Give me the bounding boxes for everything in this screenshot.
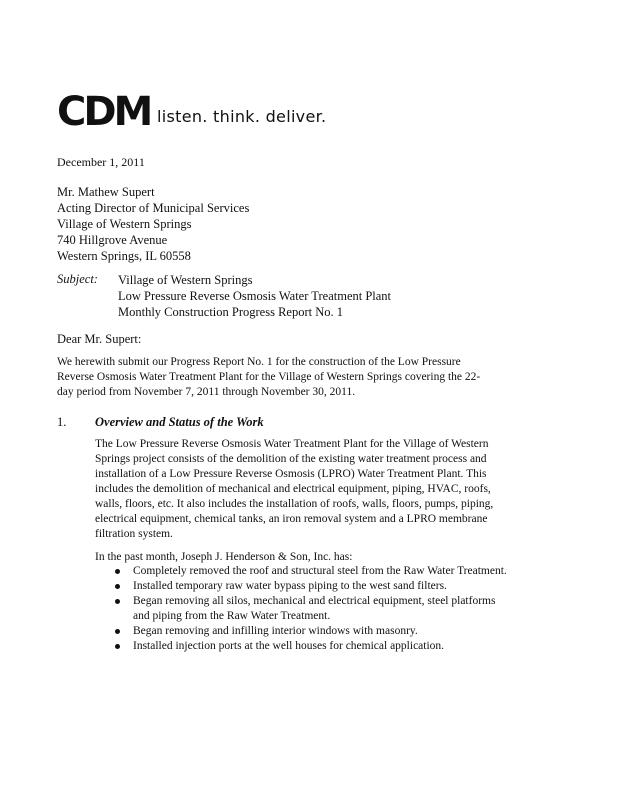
bullet-list (115, 564, 507, 654)
subject-block (118, 272, 391, 320)
subject-line: Low Pressure Reverse Osmosis Water Treatment Plant (118, 289, 392, 303)
logo-tagline: listen. think. deliver. (157, 107, 327, 126)
subject-line: Village of Western Springs (118, 273, 253, 287)
bullet-text: Completely removed the roof and structural steel from the Raw Water Treatment. (133, 565, 507, 577)
logo-text: CDM (57, 92, 151, 128)
company-logo (57, 90, 377, 130)
recipient-name: Mr. Mathew Supert (57, 185, 155, 199)
bullet-icon (115, 584, 120, 589)
bullet-text: Began removing and infilling interior windows with masonry. (133, 625, 418, 637)
salutation: Dear Mr. Supert: (57, 332, 142, 346)
paragraph-line: walls, floors, etc. It also includes the installation of roofs, walls, floors, pumps, piping, (95, 498, 494, 510)
paragraph-line: electrical equipment, chemical tanks, an iron removal system and a LPRO membrane (95, 513, 488, 525)
list-item (115, 594, 507, 624)
recipient-title: Acting Director of Municipal Services (57, 201, 250, 215)
recipient-city: Western Springs, IL 60558 (57, 249, 191, 263)
list-item (115, 579, 507, 594)
paragraph-line: includes the demolition of mechanical and electrical equipment, piping, HVAC, roofs, (95, 483, 491, 495)
letter-date: December 1, 2011 (57, 155, 145, 169)
bullet-icon (115, 569, 120, 574)
subject-line: Monthly Construction Progress Report No. 1 (118, 305, 343, 319)
paragraph-line: The Low Pressure Reverse Osmosis Water Treatment Plant for the Village of Western (95, 438, 489, 450)
paragraph-line: filtration system. (95, 528, 173, 540)
list-item (115, 624, 507, 639)
bullet-icon (115, 629, 120, 634)
bullet-icon (115, 599, 120, 604)
intro-line: day period from November 7, 2011 through November 30, 2011. (57, 386, 356, 398)
recipient-organization: Village of Western Springs (57, 217, 192, 231)
list-item (115, 564, 507, 579)
intro-line: Reverse Osmosis Water Treatment Plant for the Village of Western Springs covering the 22- (57, 371, 481, 383)
bullet-text: Began removing all silos, mechanical and electrical equipment, steel platforms (133, 595, 496, 607)
section-title: Overview and Status of the Work (95, 415, 264, 429)
intro-paragraph (57, 355, 480, 400)
section-number: 1. (57, 415, 67, 429)
bullet-icon (115, 644, 120, 649)
subject-label: Subject: (57, 272, 98, 286)
paragraph-line: installation of a Low Pressure Reverse Osmosis (LPRO) Water Treatment Plant. This (95, 468, 487, 480)
list-item (115, 639, 507, 654)
past-month-intro: In the past month, Joseph J. Henderson & Son, Inc. has: (95, 551, 353, 563)
bullet-text: Installed injection ports at the well houses for chemical application. (133, 640, 445, 652)
intro-line: We herewith submit our Progress Report No. 1 for the construction of the Low Pressure (57, 356, 461, 368)
bullet-text: Installed temporary raw water bypass piping to the west sand filters. (133, 580, 447, 592)
bullet-text-continued: and piping from the Raw Water Treatment. (133, 610, 331, 622)
paragraph-line: Springs project consists of the demolition of the existing water treatment process and (95, 453, 487, 465)
recipient-street: 740 Hillgrove Avenue (57, 233, 168, 247)
recipient-address (57, 184, 249, 264)
section-paragraph (95, 437, 493, 542)
cdm-logo-mark (57, 92, 155, 128)
